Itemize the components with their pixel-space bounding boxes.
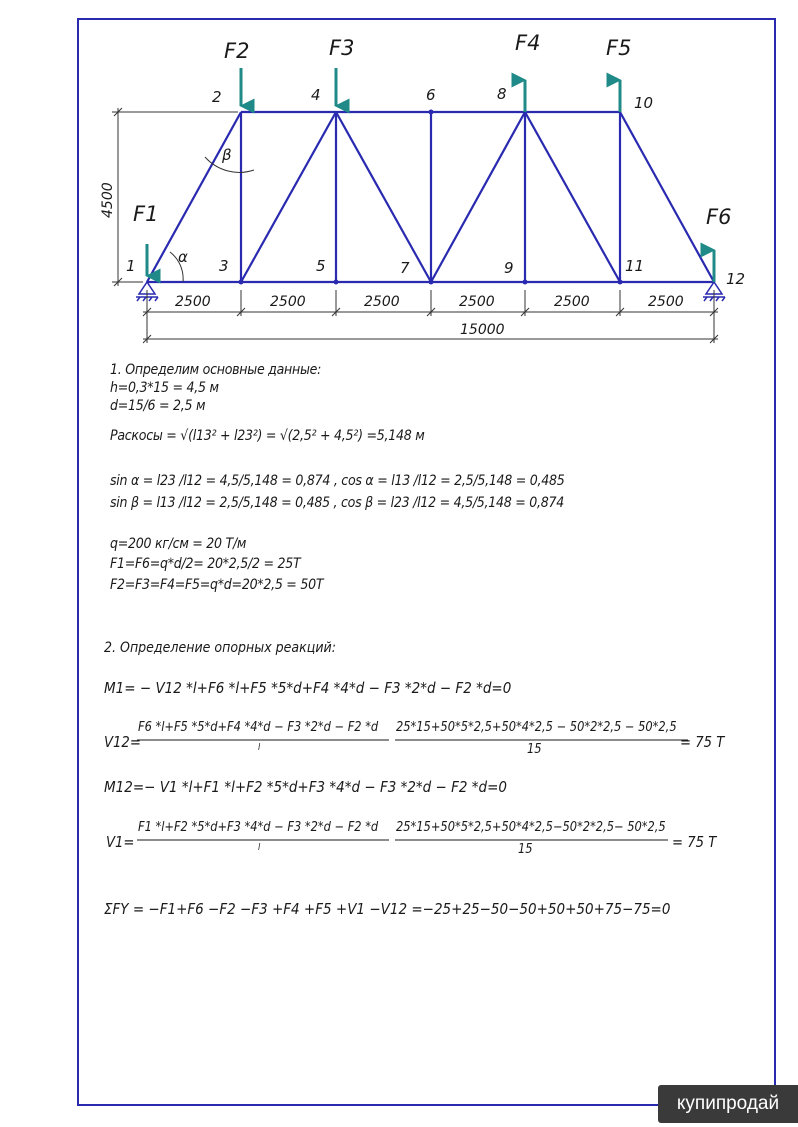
node-8: 8 — [497, 85, 507, 103]
v1-denominator: l — [258, 843, 261, 853]
f2-label: F2 — [224, 39, 250, 63]
v1-lhs: V1= — [106, 833, 135, 851]
v1-numerator-values: 25*15+50*5*2,5+50*4*2,5−50*2*2,5− 50*2,5 — [396, 820, 666, 835]
v1-denominator-values: 15 — [518, 842, 533, 857]
f1-formula: F1=F6=q*d/2= 20*2,5/2 = 25T — [110, 556, 301, 572]
q-formula: q=200 кг/см = 20 T/м — [110, 536, 247, 552]
span-dim-1: 2500 — [175, 294, 211, 310]
alpha-label: α — [178, 248, 188, 266]
node-1: 1 — [126, 257, 136, 275]
v1-result: = 75 T — [672, 833, 717, 851]
v12-numerator: F6 *l+F5 *5*d+F4 *4*d − F3 *2*d − F2 *d — [138, 720, 379, 735]
v12-denominator-values: 15 — [527, 742, 542, 757]
height-dim-label: 4500 — [100, 182, 116, 218]
node-6: 6 — [426, 86, 436, 104]
node-12: 12 — [726, 270, 746, 288]
f2-formula: F2=F3=F4=F5=q*d=20*2,5 = 50T — [110, 577, 324, 593]
h-formula: h=0,3*15 = 4,5 м — [110, 380, 219, 396]
f6-label: F6 — [706, 205, 732, 229]
f3-label: F3 — [329, 36, 355, 60]
total-dim-label: 15000 — [460, 322, 505, 338]
v12-denominator: l — [258, 743, 261, 753]
f1-label: F1 — [133, 202, 159, 226]
d-formula: d=15/6 = 2,5 м — [110, 398, 206, 414]
v12-numerator-values: 25*15+50*5*2,5+50*4*2,5 − 50*2*2,5 − 50*2,5 — [396, 720, 677, 735]
sum-equation: ΣFY = −F1+F6 −F2 −F3 +F4 +F5 +V1 −V12 =−25+25−50−50+50+50+75−75=0 — [104, 900, 671, 918]
member-7-8 — [431, 112, 525, 282]
span-dim-6: 2500 — [648, 294, 684, 310]
node-2: 2 — [212, 88, 222, 106]
truss-labels — [100, 31, 745, 338]
span-dim-3: 2500 — [364, 294, 400, 310]
v12-lhs: V12= — [104, 733, 141, 751]
raskosy-formula: Раскосы = √(l13² + l23²) = √(2,5² + 4,5²) =5,148 м — [110, 428, 425, 444]
f5-label: F5 — [606, 36, 632, 60]
beta-label: β — [222, 146, 232, 164]
span-dim-4: 2500 — [459, 294, 495, 310]
section1-title: 1. Определим основные данные: — [110, 362, 322, 378]
member-4-7 — [336, 112, 431, 282]
sin-alpha-formula: sin α = l23 /l12 = 4,5/5,148 = 0,874 , cos α = l13 /l12 = 2,5/5,148 = 0,485 — [110, 473, 565, 489]
node-10: 10 — [634, 94, 654, 112]
v1-numerator: F1 *l+F2 *5*d+F3 *4*d − F3 *2*d − F2 *d — [138, 820, 379, 835]
sin-beta-formula: sin β = l13 /l12 = 2,5/5,148 = 0,485 , cos β = l23 /l12 = 4,5/5,148 = 0,874 — [110, 495, 565, 511]
node-3: 3 — [219, 257, 229, 275]
f4-label: F4 — [515, 31, 541, 55]
m12-equation: M12=− V1 *l+F1 *l+F2 *5*d+F3 *4*d − F3 *2*d − F2 *d=0 — [104, 778, 508, 796]
m1-equation: M1= − V12 *l+F6 *l+F5 *5*d+F4 *4*d − F3 *2*d − F2 *d=0 — [104, 679, 512, 697]
v12-result: = 75 T — [680, 733, 725, 751]
node-5: 5 — [316, 257, 326, 275]
member-8-11 — [525, 112, 620, 282]
span-dim-5: 2500 — [554, 294, 590, 310]
node-4: 4 — [311, 86, 321, 104]
node-7: 7 — [400, 259, 410, 277]
section2-title: 2. Определение опорных реакций: — [104, 640, 336, 656]
span-dim-2: 2500 — [270, 294, 306, 310]
watermark-badge: купипродай — [658, 1085, 798, 1123]
node-9: 9 — [504, 259, 514, 277]
node-11: 11 — [625, 257, 645, 275]
